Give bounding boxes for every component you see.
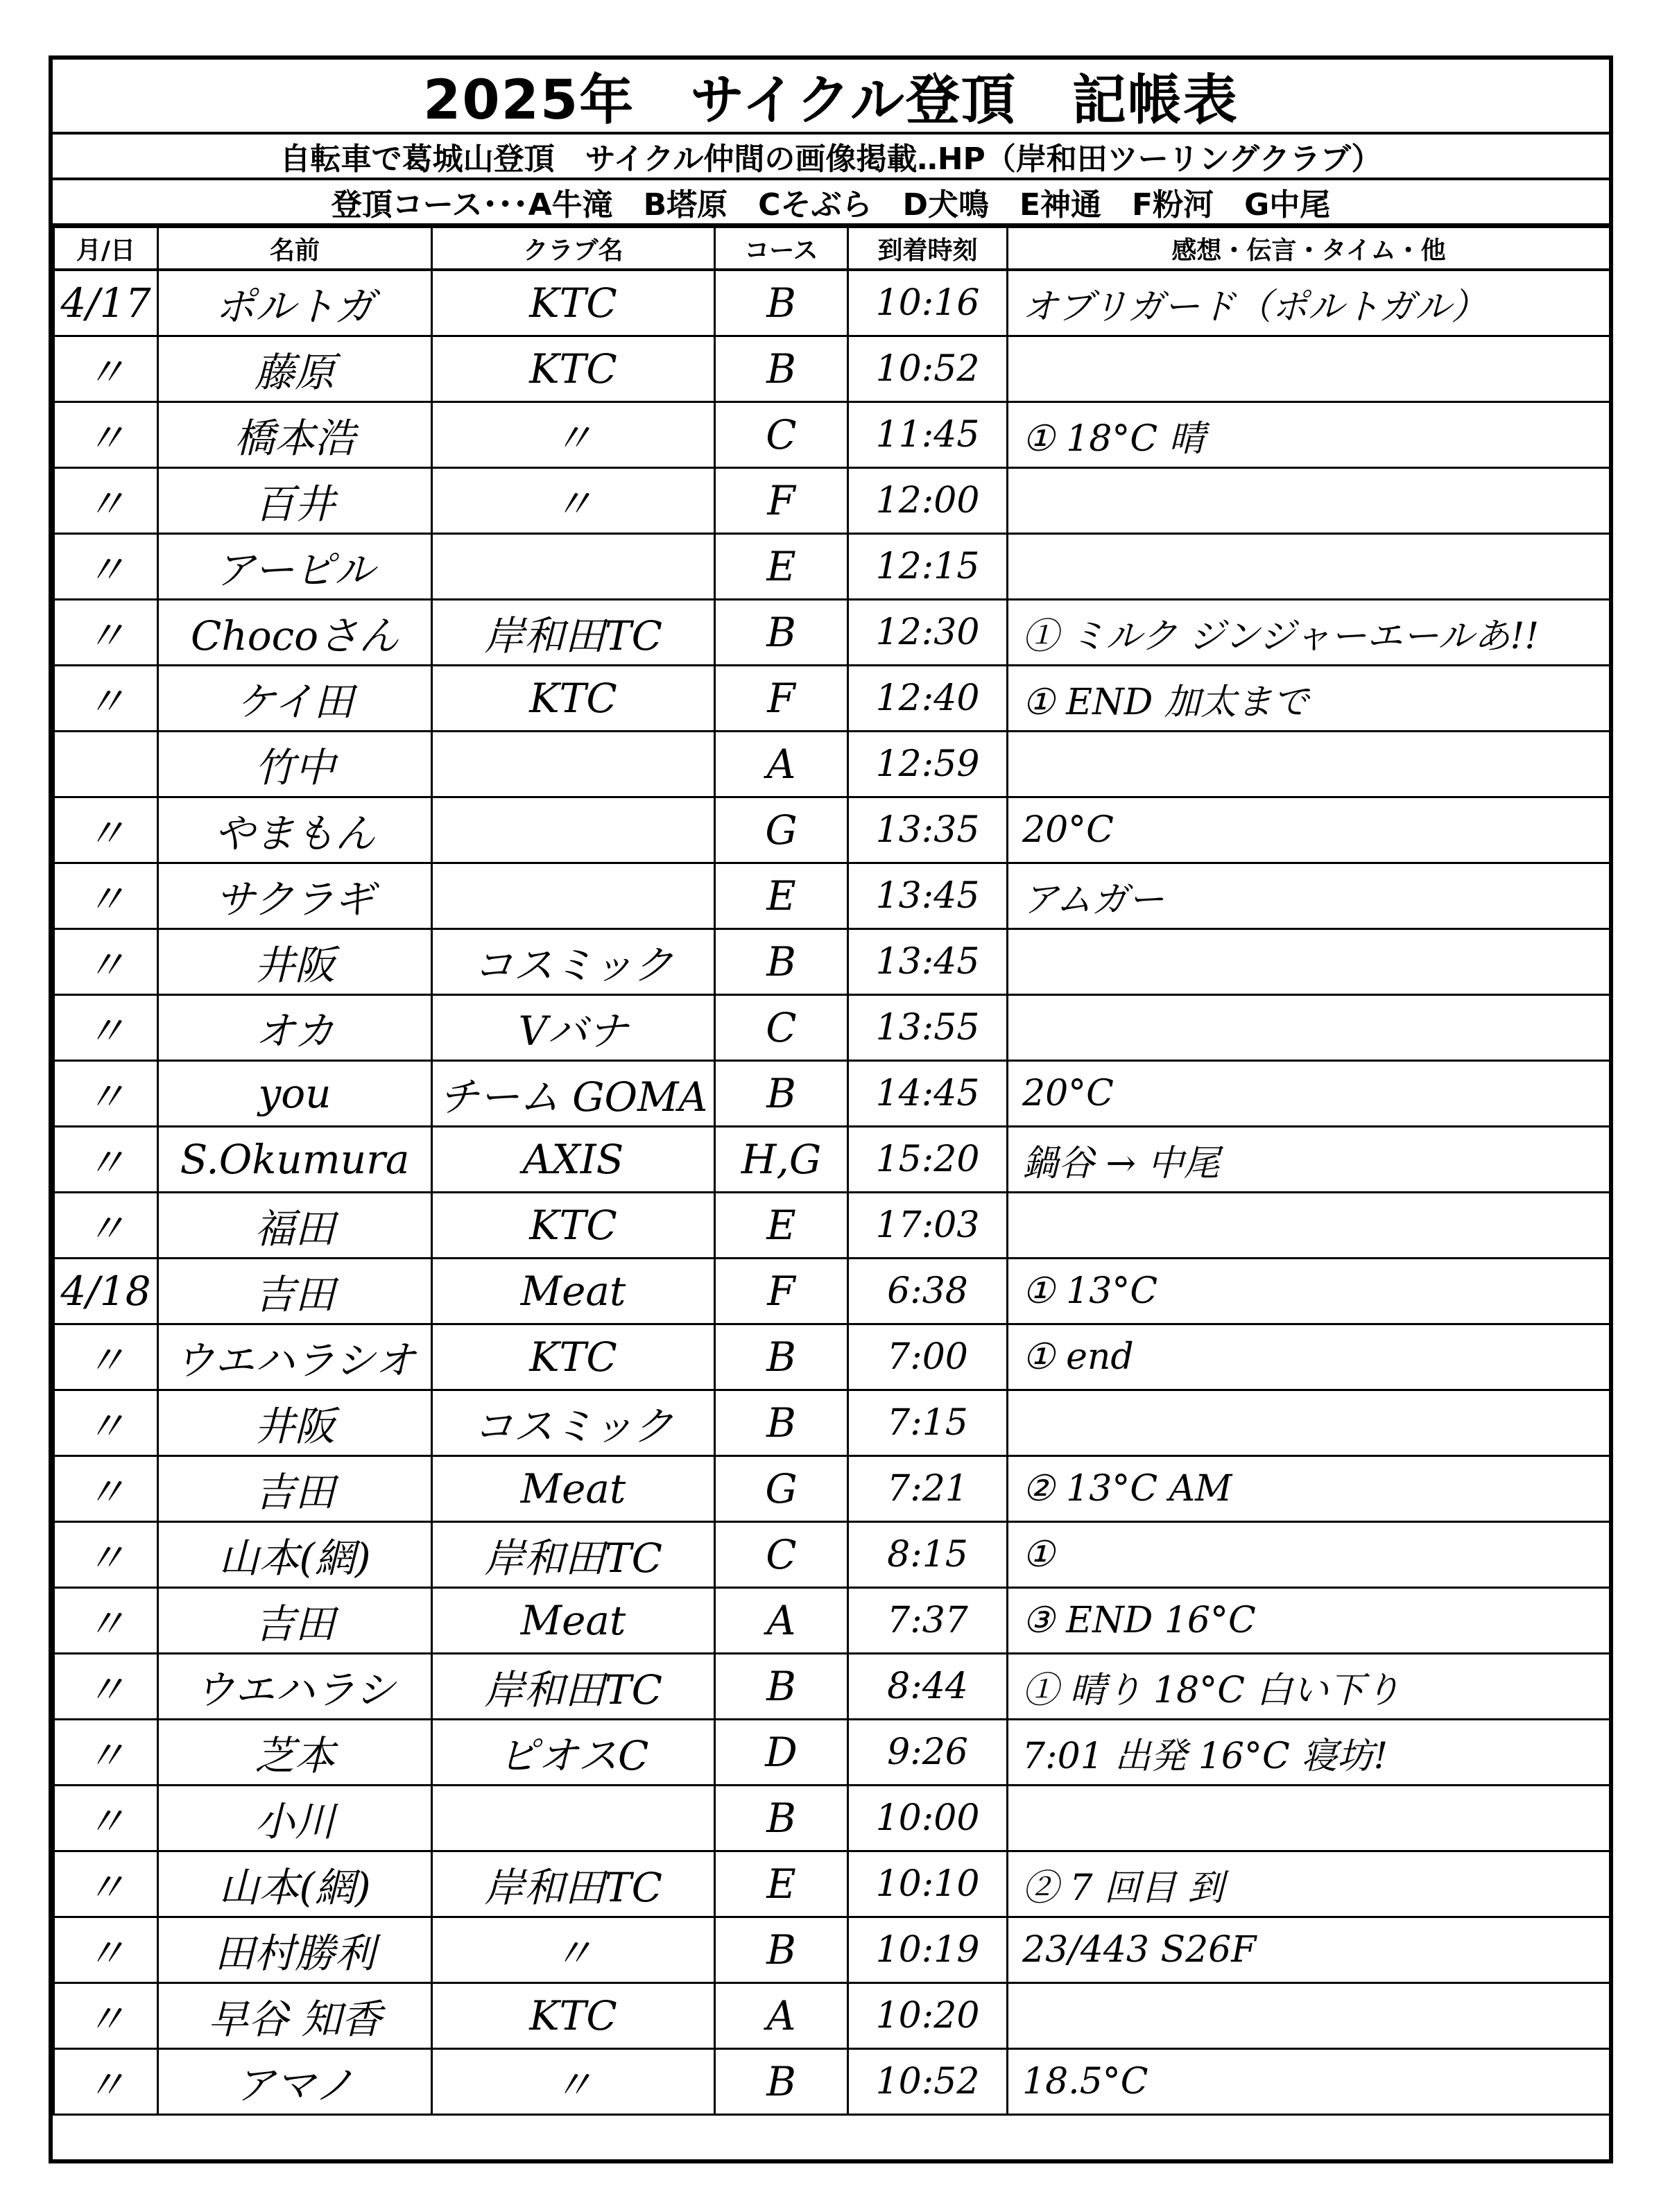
cell-time: 14:45: [848, 1061, 1008, 1127]
cell-course: D: [715, 1720, 848, 1786]
cell-club: KTC: [432, 336, 715, 402]
cell-memo: [1008, 995, 1610, 1061]
cell-time: 6:38: [848, 1259, 1008, 1324]
cell-name: 芝本: [158, 1720, 432, 1786]
table-row: [54, 1522, 1610, 1588]
cell-name: S.Okumura: [158, 1127, 432, 1193]
table-row: [54, 1390, 1610, 1456]
cell-name: オカ: [158, 995, 432, 1061]
table-row: [54, 1324, 1610, 1390]
cell-course: A: [715, 1588, 848, 1654]
cell-name: やまもん: [158, 797, 432, 863]
header-date: 月/日: [54, 227, 158, 270]
cell-memo: ① end: [1008, 1324, 1610, 1390]
header-course: コース: [715, 227, 848, 270]
cell-course: B: [715, 1390, 848, 1456]
cell-date: 〃: [54, 1983, 158, 2049]
cell-course: B: [715, 1061, 848, 1127]
cell-time: 7:15: [848, 1390, 1008, 1456]
cell-name: アマノ: [158, 2049, 432, 2115]
cell-name: ウエハラシオ: [158, 1324, 432, 1390]
cell-name: 福田: [158, 1193, 432, 1259]
cell-memo: [1008, 1390, 1610, 1456]
cell-time: 10:19: [848, 1917, 1008, 1983]
cell-name: ウエハラシ: [158, 1654, 432, 1720]
table-row: [54, 929, 1610, 995]
table-row: [54, 270, 1610, 336]
sheet-subtitle: 自転車で葛城山登頂 サイクル仲間の画像掲載‥HP（岸和田ツーリングクラブ）: [53, 135, 1609, 180]
cell-time: 10:16: [848, 270, 1008, 336]
table-row: [54, 534, 1610, 600]
cell-time: 10:20: [848, 1983, 1008, 2049]
header-row: [54, 227, 1610, 270]
cell-course: E: [715, 1851, 848, 1917]
cell-club: AXIS: [432, 1127, 715, 1193]
cell-time: 9:26: [848, 1720, 1008, 1786]
cell-date: 〃: [54, 600, 158, 666]
cell-club: KTC: [432, 1983, 715, 2049]
cell-memo: [1008, 336, 1610, 402]
cell-memo: 20°C: [1008, 797, 1610, 863]
cell-time: 7:37: [848, 1588, 1008, 1654]
cell-name: you: [158, 1061, 432, 1127]
cell-club: 岸和田TC: [432, 600, 715, 666]
cell-club: チーム GOMA: [432, 1061, 715, 1127]
cell-name: 藤原: [158, 336, 432, 402]
cell-course: B: [715, 270, 848, 336]
cell-time: 12:59: [848, 732, 1008, 797]
cell-name: 吉田: [158, 1588, 432, 1654]
cell-name: 百井: [158, 468, 432, 534]
cell-date: 〃: [54, 929, 158, 995]
cell-name: サクラギ: [158, 863, 432, 929]
cell-course: B: [715, 1324, 848, 1390]
table-row: [54, 797, 1610, 863]
cell-date: 〃: [54, 1127, 158, 1193]
cell-date: 〃: [54, 1193, 158, 1259]
cell-club: 岸和田TC: [432, 1522, 715, 1588]
cell-memo: 20°C: [1008, 1061, 1610, 1127]
cell-memo: [1008, 534, 1610, 600]
cell-club: Meat: [432, 1259, 715, 1324]
cell-time: 13:35: [848, 797, 1008, 863]
cell-club: 〃: [432, 2049, 715, 2115]
cell-club: 〃: [432, 468, 715, 534]
cell-name: Chocoさん: [158, 600, 432, 666]
cell-course: B: [715, 1654, 848, 1720]
table-row: [54, 1720, 1610, 1786]
cell-date: 〃: [54, 666, 158, 732]
header-name: 名前: [158, 227, 432, 270]
sheet-title: 2025年 サイクル登頂 記帳表: [53, 60, 1609, 135]
cell-date: 〃: [54, 1061, 158, 1127]
table-row: [54, 1259, 1610, 1324]
cell-name: 小川: [158, 1786, 432, 1851]
cell-memo: アムガー: [1008, 863, 1610, 929]
cell-name: 早谷 知香: [158, 1983, 432, 2049]
cell-date: 〃: [54, 1786, 158, 1851]
table-row: [54, 863, 1610, 929]
cell-club: KTC: [432, 666, 715, 732]
cell-memo: 23/443 S26F: [1008, 1917, 1610, 1983]
header-time: 到着時刻: [848, 227, 1008, 270]
cell-memo: ③ END 16°C: [1008, 1588, 1610, 1654]
cell-memo: [1008, 732, 1610, 797]
table-row: [54, 1654, 1610, 1720]
cell-name: 山本(網): [158, 1522, 432, 1588]
cell-date: 〃: [54, 1324, 158, 1390]
table-row: [54, 1061, 1610, 1127]
cell-memo: [1008, 1786, 1610, 1851]
cell-date: [54, 732, 158, 797]
cell-name: 井阪: [158, 929, 432, 995]
cell-course: E: [715, 863, 848, 929]
cell-date: 〃: [54, 1917, 158, 1983]
cell-date: 〃: [54, 1390, 158, 1456]
table-row: [54, 2049, 1610, 2115]
cell-course: B: [715, 1917, 848, 1983]
cell-memo: 7:01 出発 16°C 寝坊!: [1008, 1720, 1610, 1786]
cell-course: C: [715, 1522, 848, 1588]
cell-time: 8:15: [848, 1522, 1008, 1588]
cell-name: 吉田: [158, 1456, 432, 1522]
cell-club: 〃: [432, 1917, 715, 1983]
cell-date: 〃: [54, 1851, 158, 1917]
cell-name: 山本(網): [158, 1851, 432, 1917]
cell-memo: 18.5°C: [1008, 2049, 1610, 2115]
cell-memo: 鍋谷 → 中尾: [1008, 1127, 1610, 1193]
cell-club: ピオスC: [432, 1720, 715, 1786]
cell-name: ポルトガ: [158, 270, 432, 336]
cell-memo: ① END 加太まで: [1008, 666, 1610, 732]
cell-course: H,G: [715, 1127, 848, 1193]
table-row: [54, 1588, 1610, 1654]
cell-club: コスミック: [432, 929, 715, 995]
log-table: [53, 226, 1611, 2116]
cell-time: 12:40: [848, 666, 1008, 732]
cell-date: 〃: [54, 863, 158, 929]
table-row: [54, 995, 1610, 1061]
table-row: [54, 1917, 1610, 1983]
cell-memo: ①: [1008, 1522, 1610, 1588]
cell-course: F: [715, 1259, 848, 1324]
cell-time: 10:52: [848, 336, 1008, 402]
cell-course: E: [715, 1193, 848, 1259]
cell-course: A: [715, 1983, 848, 2049]
course-legend: 登頂コース･･･A牛滝 B塔原 Cそぶら D犬鳴 E神通 F粉河 G中尾: [53, 180, 1609, 226]
cell-course: B: [715, 336, 848, 402]
cell-time: 15:20: [848, 1127, 1008, 1193]
cell-course: B: [715, 929, 848, 995]
cell-name: ケイ田: [158, 666, 432, 732]
cell-course: F: [715, 468, 848, 534]
cell-course: G: [715, 797, 848, 863]
cell-club: KTC: [432, 1324, 715, 1390]
cell-name: 橋本浩: [158, 402, 432, 468]
cell-club: Meat: [432, 1588, 715, 1654]
cell-time: 13:55: [848, 995, 1008, 1061]
cell-time: 10:52: [848, 2049, 1008, 2115]
cell-course: E: [715, 534, 848, 600]
cell-course: A: [715, 732, 848, 797]
cell-course: C: [715, 402, 848, 468]
table-row: [54, 1851, 1610, 1917]
table-row: [54, 666, 1610, 732]
cell-club: 岸和田TC: [432, 1851, 715, 1917]
cell-date: 〃: [54, 2049, 158, 2115]
table-row: [54, 468, 1610, 534]
cell-memo: [1008, 929, 1610, 995]
cell-time: 12:00: [848, 468, 1008, 534]
cell-time: 12:30: [848, 600, 1008, 666]
cell-club: [432, 534, 715, 600]
cell-memo: [1008, 468, 1610, 534]
cell-club: 岸和田TC: [432, 1654, 715, 1720]
table-row: [54, 600, 1610, 666]
cell-date: 〃: [54, 1654, 158, 1720]
cell-club: KTC: [432, 270, 715, 336]
cell-course: G: [715, 1456, 848, 1522]
table-row: [54, 1456, 1610, 1522]
table-row: [54, 1983, 1610, 2049]
cell-course: C: [715, 995, 848, 1061]
cell-club: [432, 732, 715, 797]
cell-course: B: [715, 600, 848, 666]
cell-date: 〃: [54, 1456, 158, 1522]
table-row: [54, 336, 1610, 402]
cell-time: 17:03: [848, 1193, 1008, 1259]
cell-club: コスミック: [432, 1390, 715, 1456]
table-row: [54, 1786, 1610, 1851]
cell-memo: ① 13°C: [1008, 1259, 1610, 1324]
cell-name: 吉田: [158, 1259, 432, 1324]
cell-time: 7:21: [848, 1456, 1008, 1522]
cell-club: [432, 863, 715, 929]
cell-memo: オブリガード（ポルトガル）: [1008, 270, 1610, 336]
cell-memo: ① 18°C 晴: [1008, 402, 1610, 468]
cell-date: 〃: [54, 468, 158, 534]
cell-memo: ① 晴り 18°C 白い下り: [1008, 1654, 1610, 1720]
cell-club: Meat: [432, 1456, 715, 1522]
cell-name: 竹中: [158, 732, 432, 797]
cell-memo: ② 7 回目 到: [1008, 1851, 1610, 1917]
cell-date: 〃: [54, 1588, 158, 1654]
cell-time: 10:00: [848, 1786, 1008, 1851]
header-club: クラブ名: [432, 227, 715, 270]
log-sheet: [49, 55, 1613, 2163]
cell-time: 8:44: [848, 1654, 1008, 1720]
cell-date: 4/17: [54, 270, 158, 336]
cell-date: 〃: [54, 1522, 158, 1588]
cell-date: 4/18: [54, 1259, 158, 1324]
cell-club: KTC: [432, 1193, 715, 1259]
cell-memo: [1008, 1193, 1610, 1259]
cell-time: 7:00: [848, 1324, 1008, 1390]
cell-time: 13:45: [848, 863, 1008, 929]
cell-name: 田村勝利: [158, 1917, 432, 1983]
cell-course: B: [715, 1786, 848, 1851]
cell-date: 〃: [54, 402, 158, 468]
cell-memo: ② 13°C AM: [1008, 1456, 1610, 1522]
cell-time: 10:10: [848, 1851, 1008, 1917]
cell-time: 13:45: [848, 929, 1008, 995]
cell-date: 〃: [54, 534, 158, 600]
cell-name: アーピル: [158, 534, 432, 600]
cell-memo: [1008, 1983, 1610, 2049]
cell-club: [432, 797, 715, 863]
cell-memo: ① ミルク ジンジャーエールあ!!: [1008, 600, 1610, 666]
cell-club: Vバナ: [432, 995, 715, 1061]
table-row: [54, 402, 1610, 468]
cell-time: 11:45: [848, 402, 1008, 468]
table-row: [54, 732, 1610, 797]
cell-date: 〃: [54, 1720, 158, 1786]
cell-date: 〃: [54, 336, 158, 402]
log-rows: [54, 270, 1610, 2115]
cell-date: 〃: [54, 995, 158, 1061]
table-row: [54, 1193, 1610, 1259]
header-memo: 感想・伝言・タイム・他: [1008, 227, 1610, 270]
cell-course: F: [715, 666, 848, 732]
cell-course: B: [715, 2049, 848, 2115]
cell-name: 井阪: [158, 1390, 432, 1456]
cell-club: 〃: [432, 402, 715, 468]
cell-time: 12:15: [848, 534, 1008, 600]
table-row: [54, 1127, 1610, 1193]
cell-club: [432, 1786, 715, 1851]
cell-date: 〃: [54, 797, 158, 863]
